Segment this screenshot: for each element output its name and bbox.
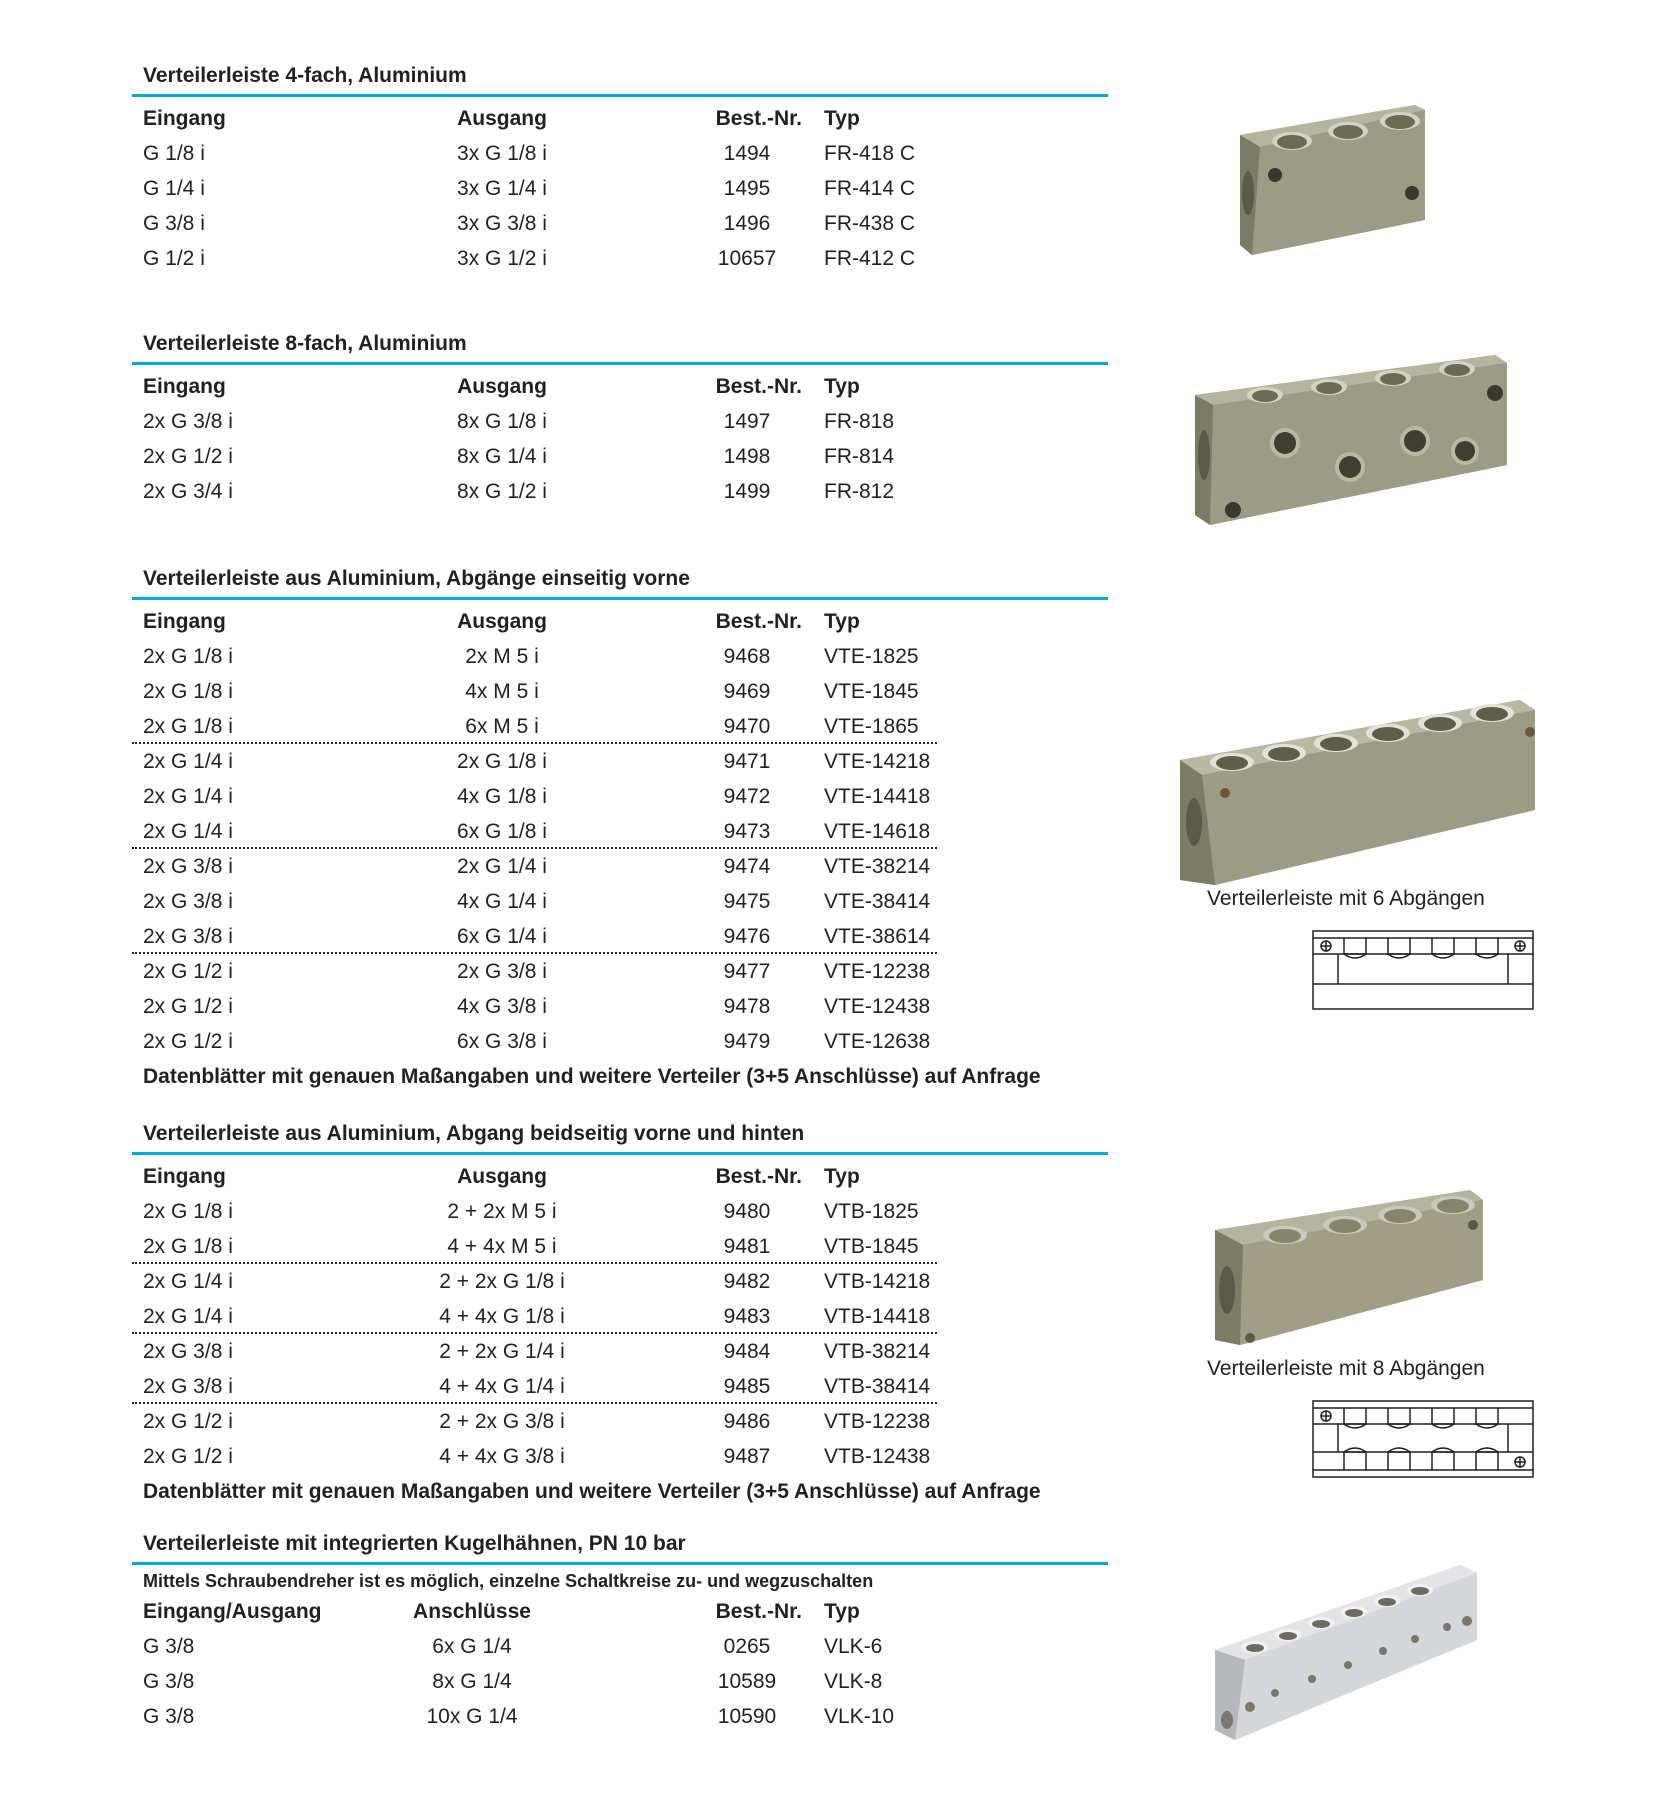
cell-ausgang: 8x G 1/4 i (457, 445, 547, 468)
section-vlk (132, 1530, 1108, 1734)
col-header-bestnr: Best.-Nr. (715, 1600, 802, 1623)
cell-bestnr: 9476 (723, 925, 771, 948)
table-row (132, 1334, 1108, 1369)
col-header-eingang-ausgang: Eingang/Ausgang (143, 1600, 322, 1623)
footnote: Datenblätter mit genauen Maßangaben und weitere Verteiler (3+5 Anschlüsse) auf Anfrage (143, 1065, 1041, 1088)
cell-ausgang: 2x G 3/8 i (457, 960, 547, 983)
cell-eingang: 2x G 3/8 i (143, 410, 233, 433)
cell-bestnr: 9478 (723, 995, 771, 1018)
table-row (132, 814, 1108, 849)
section-note: Mittels Schraubendreher ist es möglich, einzelne Schaltkreise zu- und wegzuschalten (143, 1571, 874, 1591)
cell-eingang: G 3/8 i (143, 212, 205, 235)
table-row (132, 404, 1108, 439)
cell-eingang: 2x G 1/2 i (143, 1410, 233, 1433)
cell-typ: VTE-1865 (824, 715, 919, 738)
cell-ausgang: 4 + 4x G 1/8 i (439, 1305, 565, 1328)
ball-valve-manifold-photo (1215, 1565, 1485, 1740)
cell-eingang: 2x G 3/8 i (143, 890, 233, 913)
col-header-bestnr: Best.-Nr. (715, 1165, 802, 1188)
cell-eingang: 2x G 1/8 i (143, 715, 233, 738)
cell-typ: VTB-12238 (824, 1410, 931, 1433)
cell-typ: FR-818 (824, 410, 895, 433)
cell-eingang: 2x G 1/8 i (143, 680, 233, 703)
table-row (132, 241, 1108, 276)
cell-ausgang: 8x G 1/2 i (457, 480, 547, 503)
table-header (132, 101, 1108, 136)
col-header-eingang: Eingang (143, 610, 226, 633)
cell-bestnr: 9480 (723, 1200, 771, 1223)
section-vte (132, 565, 1108, 1094)
table-row (132, 919, 1108, 954)
cell-typ: VTE-12638 (824, 1030, 931, 1053)
cell-bestnr: 9475 (723, 890, 771, 913)
manifold-block-8-port-photo (1195, 355, 1510, 530)
cell-ausgang: 4 + 4x G 1/4 i (439, 1375, 565, 1398)
cell-ausgang: 3x G 3/8 i (457, 212, 547, 235)
col-header-typ: Typ (824, 107, 860, 130)
col-header-bestnr: Best.-Nr. (715, 610, 802, 633)
cell-ausgang: 2 + 2x M 5 i (447, 1200, 557, 1223)
cell-bestnr: 9474 (723, 855, 771, 878)
cell-bestnr: 9487 (723, 1445, 771, 1468)
section-title: Verteilerleiste 4-fach, Aluminium (143, 64, 467, 87)
section-title: Verteilerleiste aus Aluminium, Abgang beidseitig vorne und hinten (143, 1122, 805, 1145)
section-rule (132, 1562, 1108, 1565)
cell-ausgang: 4 + 4x G 3/8 i (439, 1445, 565, 1468)
cell-eingang: 2x G 3/4 i (143, 480, 233, 503)
cell-ausgang: 4 + 4x M 5 i (447, 1235, 557, 1258)
cell-ausgang: 4x G 3/8 i (457, 995, 547, 1018)
col-header-bestnr: Best.-Nr. (715, 375, 802, 398)
section-rule (132, 597, 1108, 600)
cell-typ: VTE-14218 (824, 750, 931, 773)
cell-bestnr: 1499 (723, 480, 771, 503)
cell-eingang: 2x G 3/8 i (143, 1375, 233, 1398)
cell-bestnr: 9470 (723, 715, 771, 738)
cell-typ: VTB-1825 (824, 1200, 919, 1223)
cell-ausgang: 8x G 1/4 (432, 1670, 512, 1693)
cell-typ: FR-812 (824, 480, 895, 503)
cell-ausgang: 2 + 2x G 1/4 i (439, 1340, 565, 1363)
section-rule (132, 94, 1108, 97)
cell-eingang: G 1/2 i (143, 247, 205, 270)
cell-bestnr: 1494 (723, 142, 771, 165)
col-header-typ: Typ (824, 375, 860, 398)
cell-typ: VTE-14618 (824, 820, 931, 843)
cell-typ: FR-814 (824, 445, 895, 468)
table-row (132, 1629, 1108, 1664)
cell-typ: VTB-12438 (824, 1445, 931, 1468)
cell-ausgang: 3x G 1/2 i (457, 247, 547, 270)
col-header-ausgang: Ausgang (457, 375, 547, 398)
cell-eingang: G 3/8 (143, 1705, 195, 1728)
cell-eingang: 2x G 1/2 i (143, 445, 233, 468)
cell-bestnr: 9472 (723, 785, 771, 808)
cell-ausgang: 2x G 1/4 i (457, 855, 547, 878)
cell-bestnr: 9477 (723, 960, 771, 983)
technical-drawing-two-side-icon (1312, 1400, 1534, 1478)
section-4fach (132, 62, 1108, 276)
cell-bestnr: 9479 (723, 1030, 771, 1053)
table-row (132, 744, 1108, 779)
manifold-block-4-port-photo (1215, 1190, 1490, 1350)
cell-ausgang: 4x G 1/8 i (457, 785, 547, 808)
cell-typ: VLK-10 (824, 1705, 895, 1728)
section-title: Verteilerleiste aus Aluminium, Abgänge einseitig vorne (143, 567, 690, 590)
table-row (132, 1369, 1108, 1404)
cell-eingang: 2x G 1/2 i (143, 960, 233, 983)
cell-typ: VTE-1825 (824, 645, 919, 668)
table-header (132, 369, 1108, 404)
cell-ausgang: 6x G 1/4 (432, 1635, 512, 1658)
cell-typ: VTE-12438 (824, 995, 931, 1018)
cell-eingang: 2x G 1/2 i (143, 1445, 233, 1468)
cell-eingang: 2x G 3/8 i (143, 1340, 233, 1363)
cell-typ: VTB-14218 (824, 1270, 931, 1293)
col-header-typ: Typ (824, 610, 860, 633)
cell-typ: FR-418 C (824, 142, 916, 165)
cell-ausgang: 4x G 1/4 i (457, 890, 547, 913)
footnote: Datenblätter mit genauen Maßangaben und weitere Verteiler (3+5 Anschlüsse) auf Anfrage (143, 1480, 1041, 1503)
cell-bestnr: 9486 (723, 1410, 771, 1433)
cell-typ: FR-414 C (824, 177, 916, 200)
cell-typ: VLK-6 (824, 1635, 883, 1658)
cell-ausgang: 6x G 1/8 i (457, 820, 547, 843)
cell-ausgang: 2x M 5 i (465, 645, 539, 668)
cell-typ: FR-438 C (824, 212, 916, 235)
cell-bestnr: 10657 (717, 247, 777, 270)
col-header-ausgang: Ausgang (457, 107, 547, 130)
cell-typ: VTE-12238 (824, 960, 931, 983)
col-header-anschluesse: Anschlüsse (413, 1600, 531, 1623)
table-row (132, 136, 1108, 171)
cell-typ: VLK-8 (824, 1670, 883, 1693)
table-row (132, 171, 1108, 206)
cell-eingang: 2x G 1/4 i (143, 750, 233, 773)
cell-typ: VTE-38614 (824, 925, 931, 948)
section-rule (132, 1152, 1108, 1155)
cell-typ: VTE-38214 (824, 855, 931, 878)
cell-ausgang: 6x G 1/4 i (457, 925, 547, 948)
cell-bestnr: 1498 (723, 445, 771, 468)
cell-typ: VTE-38414 (824, 890, 931, 913)
col-header-ausgang: Ausgang (457, 610, 547, 633)
table-row (132, 779, 1108, 814)
cell-bestnr: 9482 (723, 1270, 771, 1293)
cell-bestnr: 1497 (723, 410, 771, 433)
cell-bestnr: 10589 (717, 1670, 777, 1693)
table-row (132, 954, 1108, 989)
col-header-eingang: Eingang (143, 107, 226, 130)
table-row (132, 1664, 1108, 1699)
manifold-block-3-port-photo (1240, 105, 1440, 265)
col-header-bestnr: Best.-Nr. (715, 107, 802, 130)
table-row (132, 1194, 1108, 1229)
cell-bestnr: 9483 (723, 1305, 771, 1328)
cell-eingang: 2x G 1/8 i (143, 1235, 233, 1258)
table-row (132, 1264, 1108, 1299)
cell-eingang: 2x G 3/8 i (143, 855, 233, 878)
cell-typ: VTB-38414 (824, 1375, 931, 1398)
cell-bestnr: 9481 (723, 1235, 771, 1258)
table-header (132, 604, 1108, 639)
table-row (132, 1299, 1108, 1334)
cell-ausgang: 3x G 1/8 i (457, 142, 547, 165)
section-vtb (132, 1120, 1108, 1509)
cell-typ: VTB-1845 (824, 1235, 919, 1258)
cell-eingang: 2x G 1/8 i (143, 1200, 233, 1223)
table-row (132, 1404, 1108, 1439)
table-row (132, 884, 1108, 919)
cell-eingang: 2x G 1/4 i (143, 1270, 233, 1293)
table-header (132, 1159, 1108, 1194)
col-header-typ: Typ (824, 1600, 860, 1623)
cell-ausgang: 3x G 1/4 i (457, 177, 547, 200)
cell-bestnr: 9473 (723, 820, 771, 843)
col-header-typ: Typ (824, 1165, 860, 1188)
table-row (132, 674, 1108, 709)
table-row (132, 989, 1108, 1024)
cell-eingang: 2x G 3/8 i (143, 925, 233, 948)
cell-typ: VTB-38214 (824, 1340, 931, 1363)
cell-bestnr: 9485 (723, 1375, 771, 1398)
table-header (132, 1594, 1108, 1629)
table-row (132, 639, 1108, 674)
section-title: Verteilerleiste mit integrierten Kugelhähnen, PN 10 bar (143, 1532, 686, 1555)
cell-eingang: G 3/8 (143, 1635, 195, 1658)
cell-eingang: 2x G 1/8 i (143, 645, 233, 668)
cell-bestnr: 9484 (723, 1340, 771, 1363)
cell-eingang: 2x G 1/2 i (143, 995, 233, 1018)
cell-eingang: G 1/8 i (143, 142, 205, 165)
col-header-eingang: Eingang (143, 375, 226, 398)
caption-six-outlets: Verteilerleiste mit 6 Abgängen (1207, 887, 1485, 910)
cell-ausgang: 4x M 5 i (465, 680, 539, 703)
section-8fach (132, 330, 1108, 509)
cell-bestnr: 1496 (723, 212, 771, 235)
cell-bestnr: 10590 (717, 1705, 777, 1728)
cell-eingang: G 3/8 (143, 1670, 195, 1693)
cell-ausgang: 8x G 1/8 i (457, 410, 547, 433)
cell-bestnr: 0265 (723, 1635, 771, 1658)
table-row (132, 1024, 1108, 1059)
table-row (132, 439, 1108, 474)
table-row (132, 206, 1108, 241)
cell-ausgang: 6x M 5 i (465, 715, 539, 738)
cell-eingang: 2x G 1/4 i (143, 820, 233, 843)
cell-eingang: 2x G 1/4 i (143, 1305, 233, 1328)
caption-eight-outlets: Verteilerleiste mit 8 Abgängen (1207, 1357, 1485, 1380)
cell-ausgang: 10x G 1/4 (426, 1705, 518, 1728)
cell-typ: VTE-14418 (824, 785, 931, 808)
table-row (132, 709, 1108, 744)
table-row (132, 849, 1108, 884)
manifold-block-6-port-photo (1180, 700, 1540, 885)
section-title: Verteilerleiste 8-fach, Aluminium (143, 332, 467, 355)
cell-bestnr: 1495 (723, 177, 771, 200)
col-header-ausgang: Ausgang (457, 1165, 547, 1188)
cell-ausgang: 2 + 2x G 3/8 i (439, 1410, 565, 1433)
cell-ausgang: 2 + 2x G 1/8 i (439, 1270, 565, 1293)
cell-bestnr: 9469 (723, 680, 771, 703)
technical-drawing-one-side-icon (1312, 930, 1534, 1010)
cell-typ: FR-412 C (824, 247, 916, 270)
cell-typ: VTE-1845 (824, 680, 919, 703)
table-row (132, 1439, 1108, 1474)
cell-typ: VTB-14418 (824, 1305, 931, 1328)
table-row (132, 1229, 1108, 1264)
cell-bestnr: 9468 (723, 645, 771, 668)
col-header-eingang: Eingang (143, 1165, 226, 1188)
section-rule (132, 362, 1108, 365)
cell-ausgang: 2x G 1/8 i (457, 750, 547, 773)
cell-ausgang: 6x G 3/8 i (457, 1030, 547, 1053)
cell-bestnr: 9471 (723, 750, 771, 773)
cell-eingang: 2x G 1/2 i (143, 1030, 233, 1053)
cell-eingang: G 1/4 i (143, 177, 205, 200)
table-row (132, 474, 1108, 509)
cell-eingang: 2x G 1/4 i (143, 785, 233, 808)
table-row (132, 1699, 1108, 1734)
